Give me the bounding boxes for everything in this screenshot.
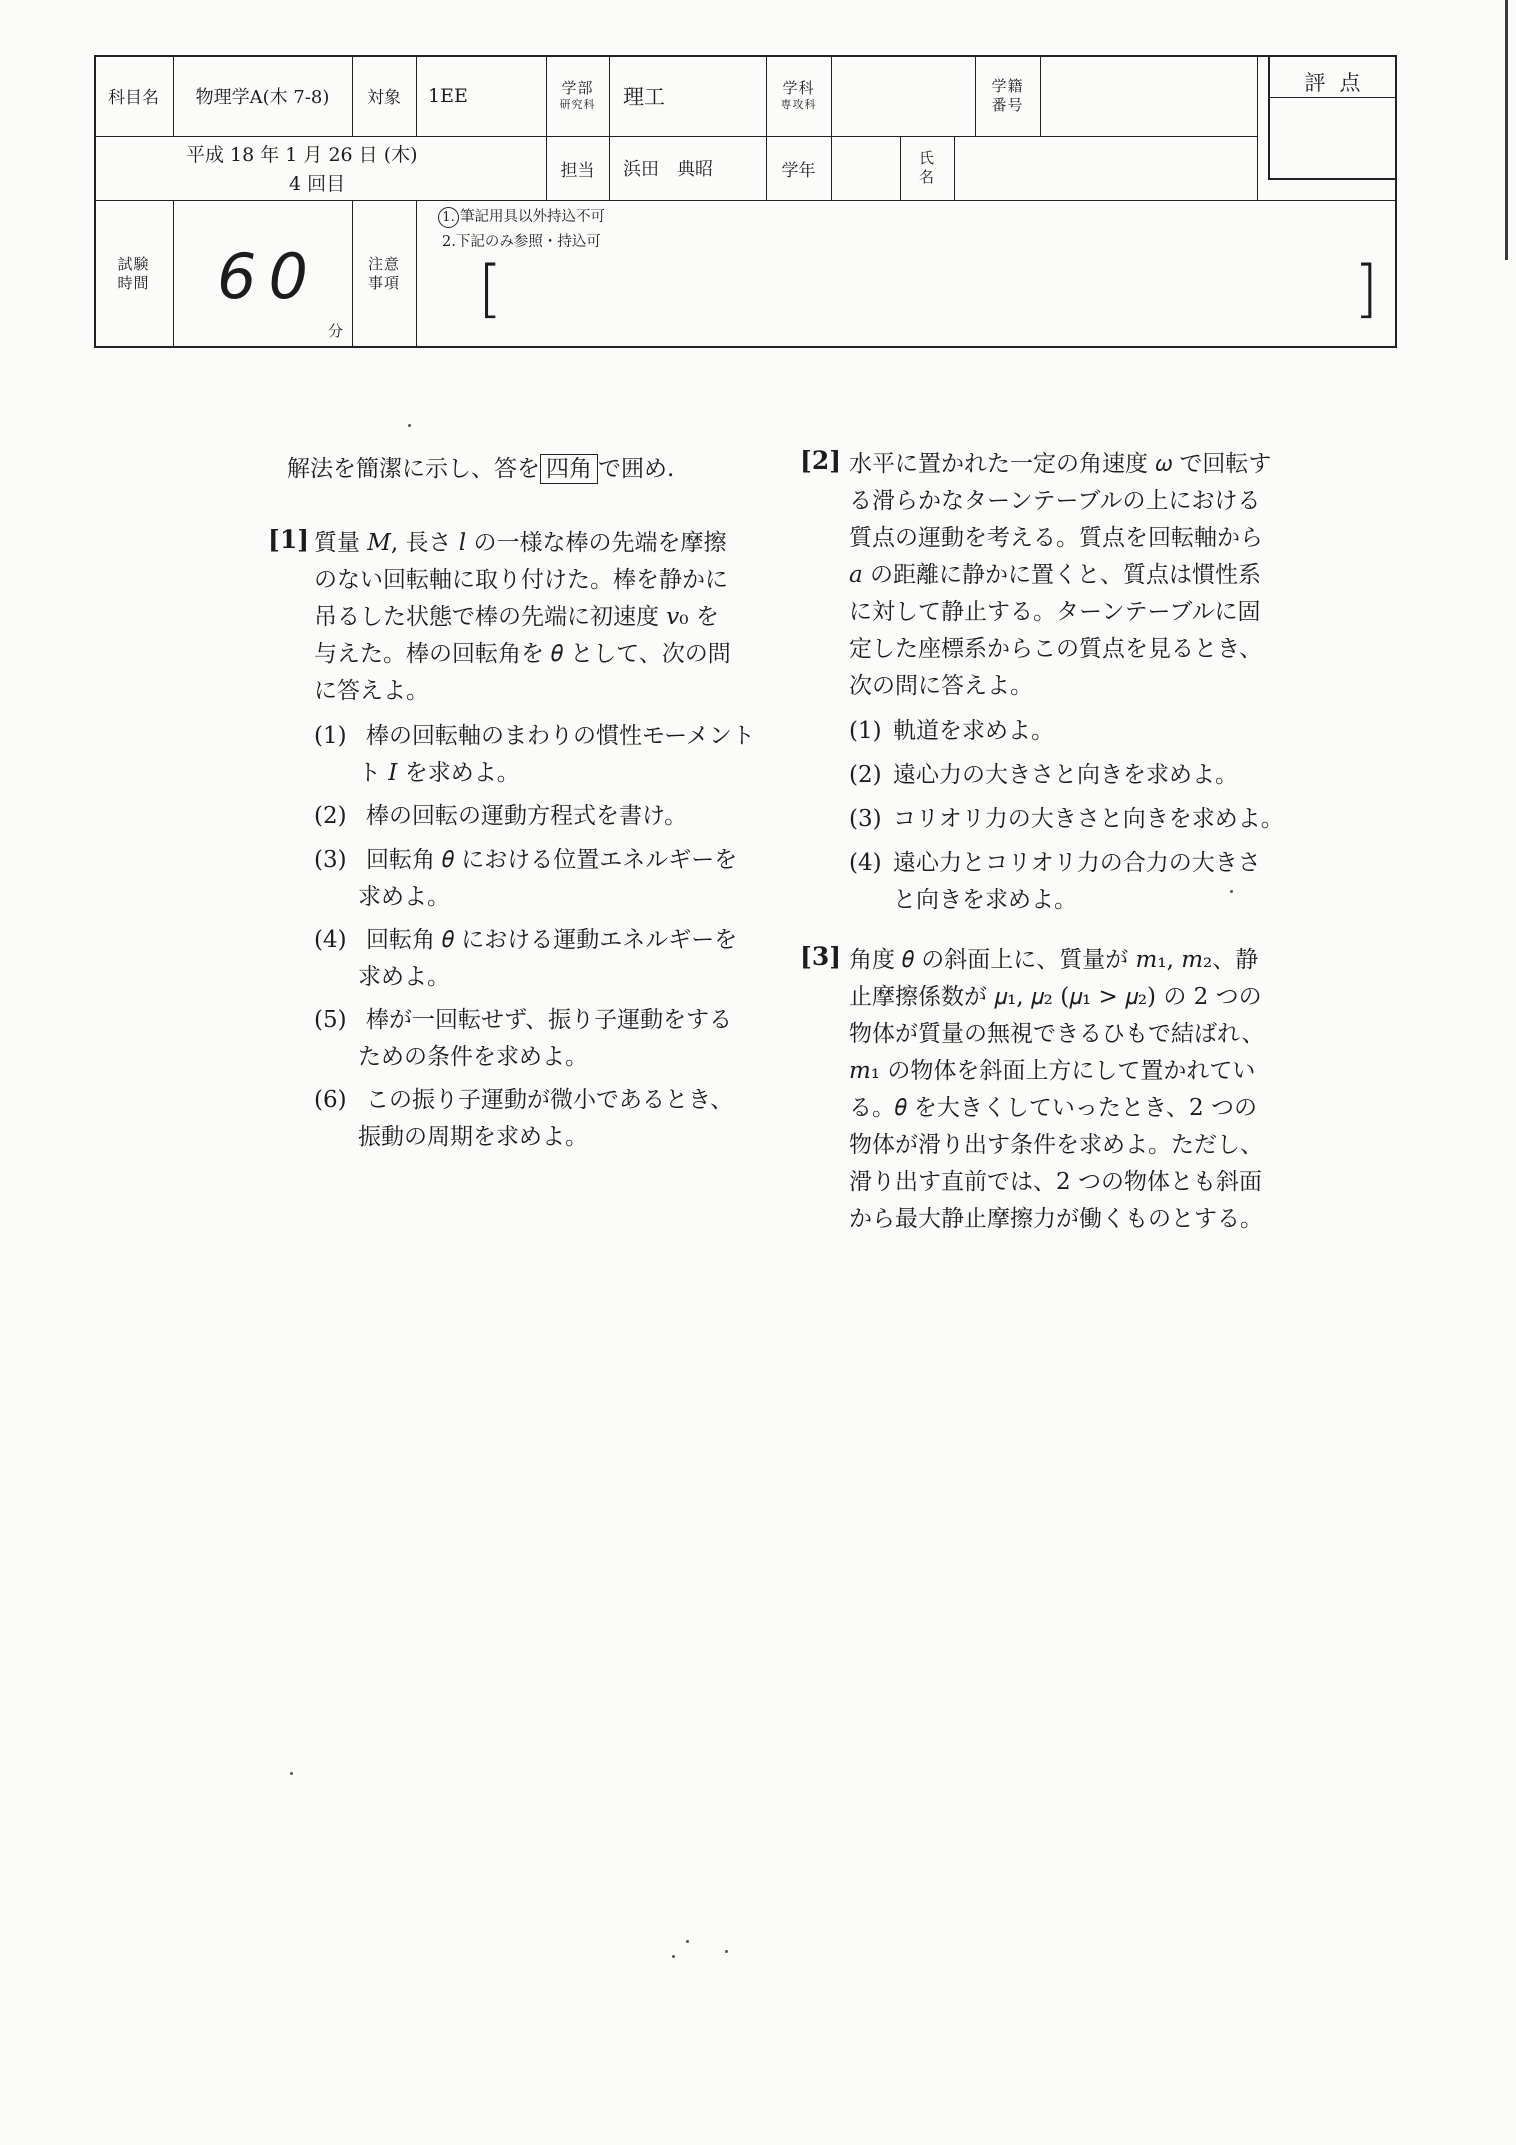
q3-line: 物体が滑り出す条件を求めよ。ただし、 (849, 1132, 1263, 1158)
q2-body (849, 446, 1271, 705)
name-value (954, 136, 1257, 200)
form-col-divider (1257, 55, 1258, 200)
exam-session: 4 回目 (289, 173, 346, 195)
exam-time-label (94, 200, 173, 348)
faculty-value: 理工 (623, 84, 665, 109)
department-label (766, 55, 831, 136)
q1-sub-4-number: (4) (314, 927, 347, 953)
q1-sub-3-number: (3) (314, 847, 347, 873)
q1-sub-2-number: (2) (314, 803, 347, 829)
scan-speck (1230, 890, 1233, 893)
q1-line: のない回転軸に取り付けた。棒を静かに (314, 567, 728, 593)
q1-line: 吊るした状態で棒の先端に初速度 𝑣₀ を (314, 604, 719, 630)
date-cell (94, 136, 546, 200)
q2-line: 𝑎 の距離に静かに置くと、質点は慣性系 (849, 562, 1262, 588)
department-label-line2: 専攻科 (780, 98, 817, 111)
scan-speck (290, 1772, 293, 1775)
notes-label-line1: 注意 (367, 255, 400, 274)
q2-sub-1-number: (1) (849, 718, 882, 744)
q1-sub-5-line: ための条件を求めよ。 (358, 1044, 588, 1070)
score-divider (1270, 97, 1395, 98)
q3-line: 角度 𝜃 の斜面上に、質量が 𝑚₁, 𝑚₂、静 (849, 947, 1259, 973)
q3-line: から最大静止摩擦力が働くものとする。 (849, 1206, 1263, 1232)
note-1-circled-number: 1. (438, 207, 459, 228)
scan-speck (725, 1950, 728, 1953)
score-box (1268, 55, 1397, 180)
name-label-line2: 名 (918, 168, 935, 186)
instructions (287, 451, 674, 488)
exam-time-unit: 分 (328, 322, 344, 340)
q1-sub-5-number: (5) (314, 1007, 347, 1033)
bracket-open: [ (478, 252, 503, 325)
instructions-text-after: で囲め. (598, 456, 675, 482)
faculty-label-line1: 学部 (561, 79, 594, 98)
q1-sub-3-line: 求めよ。 (358, 884, 450, 910)
faculty-label-line2: 研究科 (559, 98, 596, 111)
q2-line: に対して静止する。ターンテーブルに固 (849, 599, 1261, 625)
year-label: 学年 (781, 160, 816, 181)
q2-line: 定した座標系からこの質点を見るとき、 (849, 636, 1263, 662)
q1-sub-6-line: 振動の周期を求めよ。 (358, 1124, 588, 1150)
instructions-boxed-word: 四角 (540, 454, 598, 484)
subject-label: 科目名 (108, 88, 159, 108)
teacher-value: 浜田 典昭 (623, 159, 713, 180)
department-label-line1: 学科 (782, 79, 815, 98)
exam-time-handwritten: 60 (217, 240, 320, 313)
teacher-label: 担当 (560, 160, 595, 181)
q2-line: る滑らかなターンテーブルの上における (849, 488, 1261, 514)
q3-number: [3] (800, 942, 842, 971)
student-number-label (975, 55, 1040, 136)
student-number-value (1040, 55, 1257, 136)
q2-sub-4-line: と向きを求めよ。 (893, 887, 1077, 913)
target-label: 対象 (367, 88, 401, 108)
q2-line: 質点の運動を考える。質点を回転軸から (849, 525, 1263, 551)
instructions-text-before: 解法を簡潔に示し、答を (287, 456, 540, 482)
q1-number: [1] (268, 525, 310, 554)
q1-sub-1-line: 棒の回転軸のまわりの慣性モーメント (366, 723, 755, 749)
q1-line: 質量 𝑀, 長さ 𝑙 の一様な棒の先端を摩擦 (314, 530, 727, 556)
q1-sub-5-line: 棒が一回転せず、振り子運動をする (366, 1007, 733, 1033)
q2-sub-4-number: (4) (849, 850, 882, 876)
q2-sub-3-number: (3) (849, 806, 882, 832)
q1-sub-3-line: 回転角 𝜃 における位置エネルギーを (366, 847, 738, 873)
faculty-label (546, 55, 609, 136)
department-value (831, 55, 975, 136)
student-number-label-line2: 番号 (991, 95, 1024, 114)
subject-value: 物理学A(木 7-8) (195, 86, 330, 108)
q3-line: 滑り出す直前では、2 つの物体とも斜面 (849, 1169, 1262, 1195)
q2-number: [2] (800, 446, 842, 475)
year-value (831, 136, 900, 200)
q3-line: 物体が質量の無視できるひもで結ばれ、 (849, 1021, 1265, 1047)
notes-label-line2: 事項 (367, 274, 400, 292)
note-2: 2.下記のみ参照・持込可 (442, 234, 601, 250)
q1-sub-4-line: 求めよ。 (358, 964, 450, 990)
q2-sub-1-line: 軌道を求めよ。 (893, 718, 1054, 744)
exam-time-cell (173, 200, 352, 348)
name-label-line1: 氏 (918, 149, 935, 168)
exam-date: 平成 18 年 1 月 26 日 (木) (186, 144, 418, 166)
q1-sub-6-number: (6) (314, 1087, 347, 1113)
scan-speck (408, 424, 411, 427)
scan-edge (1505, 0, 1508, 260)
q2-sub-4-line: 遠心力とコリオリ力の合力の大きさ (893, 850, 1261, 876)
q3-line: 止摩擦係数が 𝜇₁, 𝜇₂ (𝜇₁ > 𝜇₂) の 2 つの (849, 984, 1262, 1010)
q1-sub-4-line: 回転角 𝜃 における運動エネルギーを (366, 927, 738, 953)
q1-sub-1-line: ト 𝐼 を求めよ。 (358, 760, 520, 786)
q1-sub-1-number: (1) (314, 723, 347, 749)
q2-line: 水平に置かれた一定の角速度 𝜔 で回転す (849, 451, 1272, 477)
q2-sub-3-line: コリオリ力の大きさと向きを求めよ。 (893, 806, 1284, 832)
target-value: 1EE (428, 84, 468, 107)
note-1-text: 筆記用具以外持込不可 (460, 209, 605, 225)
exam-time-label-line1: 試験 (117, 255, 150, 274)
q3-line: 𝑚₁ の物体を斜面上方にして置かれてい (849, 1058, 1256, 1084)
q1-body (314, 525, 731, 710)
q3-body (849, 942, 1264, 1238)
student-number-label-line1: 学籍 (991, 76, 1024, 95)
score-label: 評点 (1304, 71, 1375, 95)
name-label (900, 136, 954, 200)
q1-sub-6-line: この振り子運動が微小であるとき、 (366, 1087, 734, 1113)
q2-sub-2-line: 遠心力の大きさと向きを求めよ。 (893, 762, 1238, 788)
q2-sub-2-number: (2) (849, 762, 882, 788)
scan-speck (672, 1955, 675, 1958)
note-1 (438, 205, 605, 228)
notes-cell (416, 200, 1397, 348)
q3-line: る。𝜃 を大きくしていったとき、2 つの (849, 1095, 1257, 1121)
q2-line: 次の問に答えよ。 (849, 673, 1033, 699)
notes-label (352, 200, 416, 348)
q1-sub-2-line: 棒の回転の運動方程式を書け。 (366, 803, 688, 829)
q1-line: に答えよ。 (314, 678, 429, 704)
bracket-close: ] (1354, 252, 1379, 325)
exam-time-label-line2: 時間 (117, 274, 150, 292)
scan-speck (686, 1940, 689, 1943)
q1-line: 与えた。棒の回転角を 𝜃 として、次の問 (314, 641, 731, 667)
